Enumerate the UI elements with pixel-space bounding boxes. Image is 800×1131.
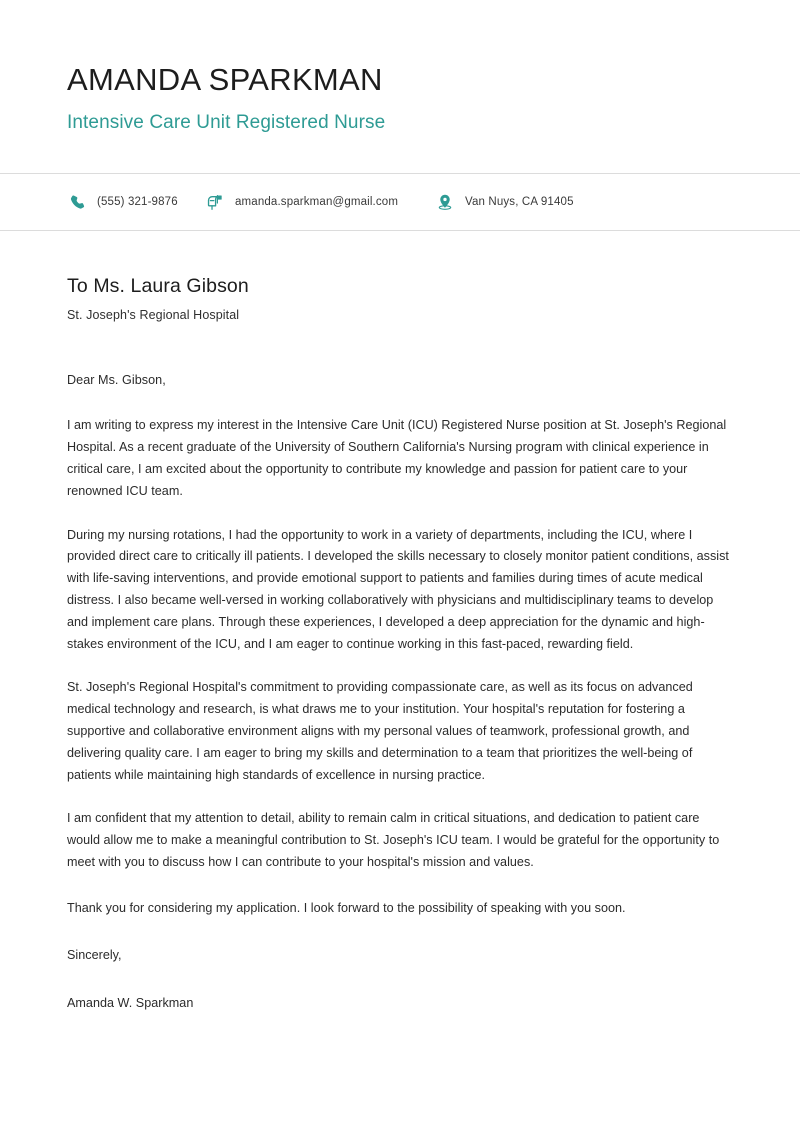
contact-email[interactable] [205,192,435,212]
sign-off: Sincerely, [67,948,122,963]
phone-icon [67,192,87,212]
location-pin-icon [435,192,455,212]
thank-you-line: Thank you for considering my application. I look forward to the possibility of speaking with you soon. [67,900,626,915]
applicant-name: AMANDA SPARKMAN [67,62,383,97]
contact-phone[interactable] [67,192,205,212]
salutation: Dear Ms. Gibson, [67,372,166,387]
letter-paragraph: I am confident that my attention to detail, ability to remain calm in critical situations, and dedication to patient care would allow me to make a meaningful contribution to St. Joseph's ICU team. I would be grateful for the opportunity to meet with you to discuss how I can contribute to your hospital's mission and values. [67,811,720,869]
letter-paragraph: I am writing to express my interest in the Intensive Care Unit (ICU) Registered Nurse position at St. Joseph's Regional Hospital. As a recent graduate of the University of Southern California's Nursing program with clinical experience in critical care, I am excited about the opportunity to contribute my knowledge and passion for patient care to your renowned ICU team. [67,418,727,498]
letter-paragraph: St. Joseph's Regional Hospital's commitment to providing compassionate care, as well as its focus on advanced medical technology and research, is what draws me to your institution. Your hospital's reputation for fostering a supportive and collaborative environment aligns with my personal values of teamwork, professional growth, and delivering quality care. I am eager to bring my skills and determination to a team that prioritizes the well-being of patients while maintaining high standards of excellence in nursing practice. [67,680,693,782]
contact-bar [0,174,800,230]
signature-name: Amanda W. Sparkman [67,996,194,1011]
recipient-organization: St. Joseph's Regional Hospital [67,307,240,322]
contact-address[interactable] [435,192,574,212]
contact-phone-value: (555) 321-9876 [97,196,178,209]
letter-body [0,231,800,1015]
mailbox-icon [205,192,225,212]
applicant-job-title: Intensive Care Unit Registered Nurse [67,111,386,133]
contact-address-value: Van Nuys, CA 91405 [465,196,574,209]
letter-header [0,0,800,134]
recipient-name: To Ms. Laura Gibson [67,275,249,298]
contact-email-value: amanda.sparkman@gmail.com [235,196,399,209]
letter-paragraph: During my nursing rotations, I had the opportunity to work in a variety of departments, including the ICU, where I provided direct care to critically ill patients. I developed the skills necessary to closely monitor patient conditions, assist with life-saving interventions, and provide emotional support to patients and families during times of acute medical distress. I also became well-versed in working collaboratively with physicians and multidisciplinary teams to develop and implement care plans. Through these experiences, I developed a deep appreciation for the dynamic and high-stakes environment of the ICU, and I am eager to continue working in this fast-paced, rewarding field. [67,527,729,651]
